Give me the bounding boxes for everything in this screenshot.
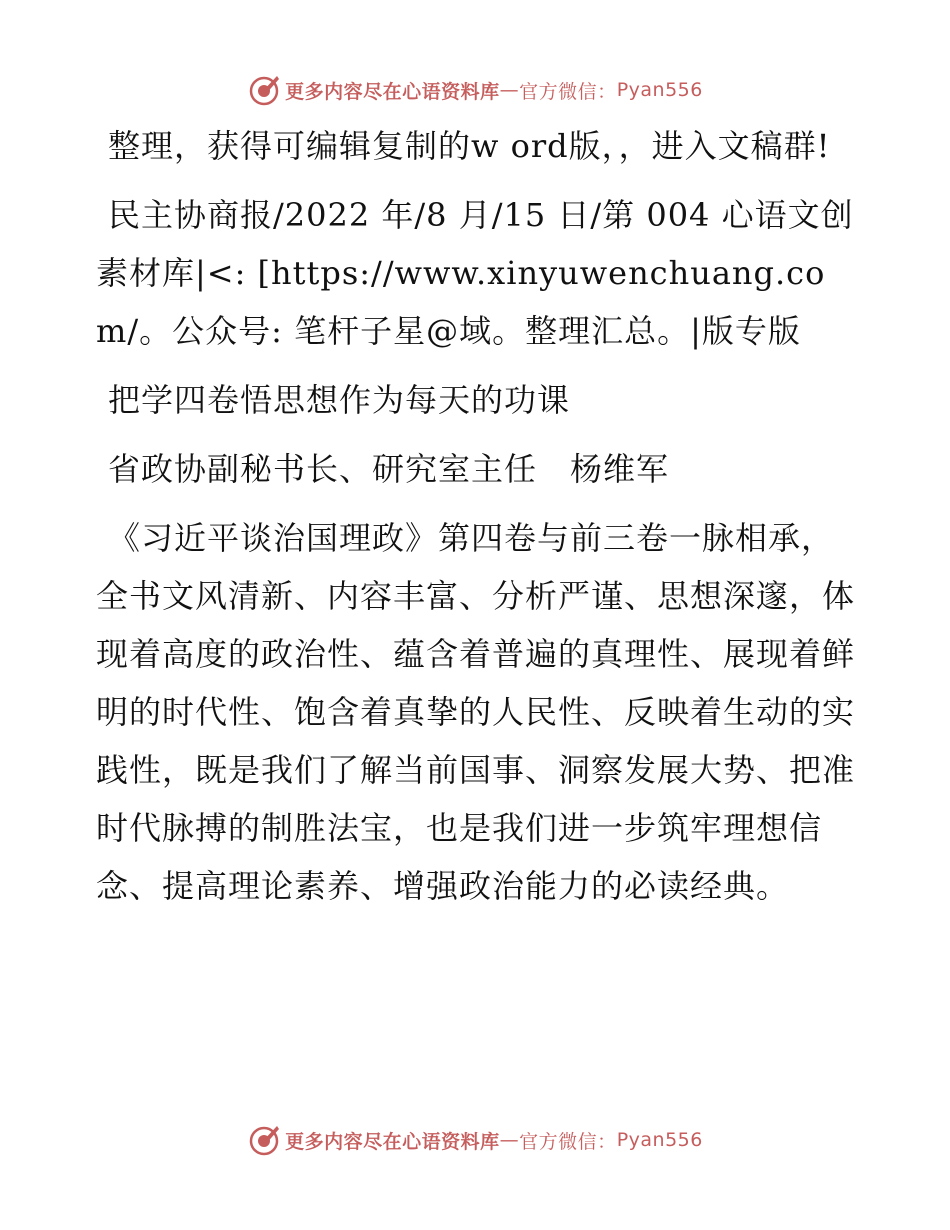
footer-banner <box>0 1120 950 1160</box>
article-title: 把学四卷悟思想作为每天的功课 <box>108 381 571 419</box>
banner-wechat-id: Pyan556 <box>616 79 703 101</box>
author-line: 省政协副秘书长、研究室主任 杨维军 <box>108 450 670 488</box>
quill-circle-logo-icon <box>247 1123 281 1157</box>
banner-main-text: 更多内容尽在心语资料库 <box>285 1130 500 1153</box>
body-paragraph: 《习近平谈治国理政》第四卷与前三卷一脉相承，全书文风清新、内容丰富、分析严谨、思想深邃，体现着高度的政治性、蕴含着普遍的真理性、展现着鲜明的时代性、饱含着真挚的人民性、反映着生动的实践性，既是我们了解当前国事、洞察发展大势、把准时代脉搏的制胜法宝，也是我们进一步筑牢理想信念、提高理论素养、增强政治能力的必读经典。 <box>96 519 856 905</box>
intro-paragraph: 整理，获得可编辑复制的w ord版，，进入文稿群! <box>108 127 831 165</box>
banner-wechat-label: 官方微信： <box>519 1130 617 1153</box>
banner-separator: — <box>499 79 520 101</box>
banner-separator: — <box>499 1129 520 1151</box>
banner-wechat-id: Pyan556 <box>616 1129 703 1151</box>
header-banner <box>0 70 950 110</box>
banner-main-text: 更多内容尽在心语资料库 <box>285 80 500 103</box>
document-body <box>96 117 866 915</box>
source-paragraph: 民主协商报/2022 年/8 月/15 日/第 004 心语文创素材库|<: [https://www.xinyuwenchuang.com/。公众号: 笔杆子星@域。整理汇总。|版专版 <box>96 196 854 350</box>
quill-circle-logo-icon <box>247 73 281 107</box>
banner-wechat-label: 官方微信： <box>519 80 617 103</box>
